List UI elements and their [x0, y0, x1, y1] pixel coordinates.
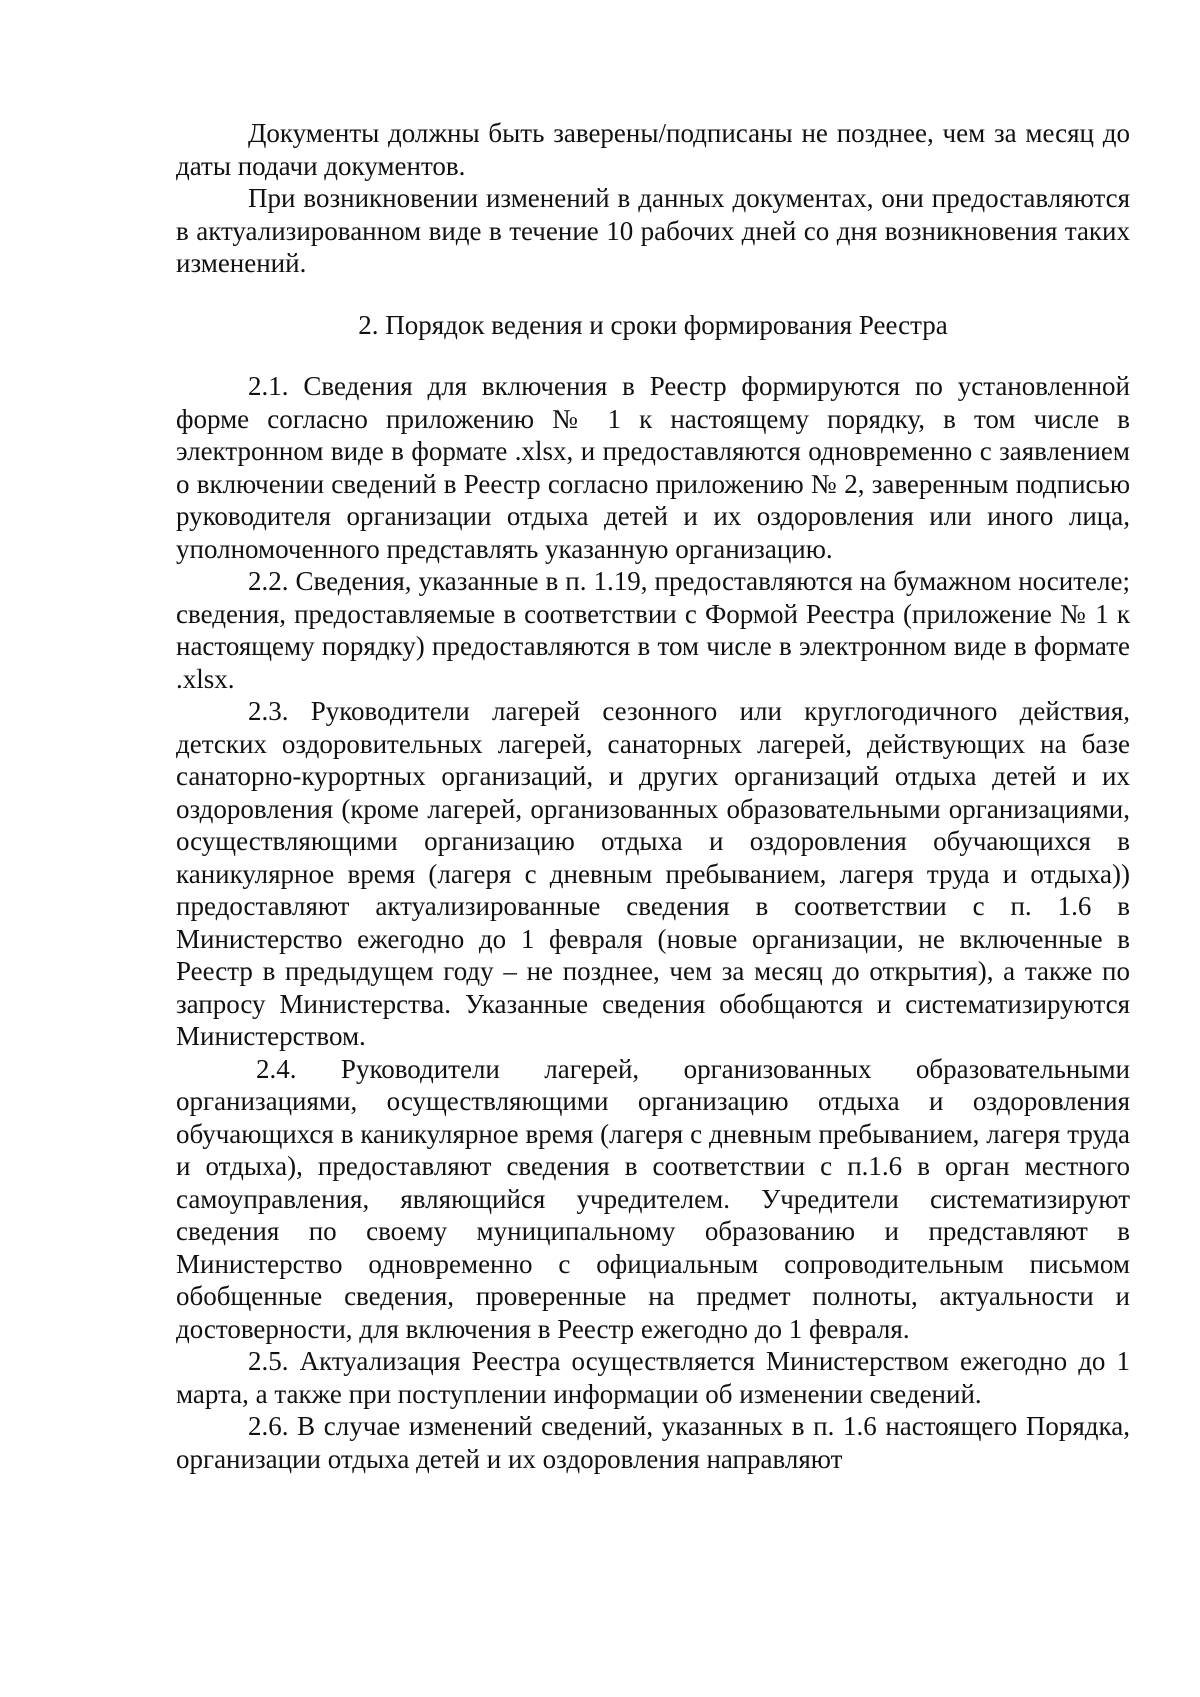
intro-paragraph-1: Документы должны быть заверены/подписаны не позднее, чем за месяц до даты подачи документов. — [176, 118, 1130, 181]
paragraph-2-5: 2.5. Актуализация Реестра осуществляется Министерством ежегодно до 1 марта, а также при поступлении информации об изменении сведений. — [176, 1346, 1130, 1409]
paragraph-2-3: 2.3. Руководители лагерей сезонного или круглогодичного действия, детских оздоровительных лагерей, санаторных лагерей, действующих на базе санаторно-курортных организаций, и других организаций отдыха детей и их оздоровления (кроме лагерей, организованных образовательными организациями, осуществляющими организацию отдыха и оздоровления обучающихся в каникулярное время (лагеря с дневным пребыванием, лагеря труда и отдыха)) предоставляют актуализированные сведения в соответствии с п. 1.6 в Министерство ежегодно до 1 февраля (новые организации, не включенные в Реестр в предыдущем году – не позднее, чем за месяц до открытия), а также по запросу Министерства. Указанные сведения обобщаются и систематизируются Министерством. — [176, 696, 1130, 1051]
paragraph-2-4: 2.4. Руководители лагерей, организованных образовательными организациями, осуществляющими организацию отдыха и оздоровления обучающихся в каникулярное время (лагеря с дневным пребыванием, лагеря труда и отдыха), предоставляют сведения в соответствии с п.1.6 в орган местного самоуправления, являющийся учредителем. Учредители систематизируют сведения по своему муниципальному образованию и представляют в Министерство одновременно с официальным сопроводительным письмом обобщенные сведения, проверенные на предмет полноты, актуальности и достоверности, для включения в Реестр ежегодно до 1 февраля. — [176, 1053, 1130, 1344]
paragraph-2-6: 2.6. В случае изменений сведений, указанных в п. 1.6 настоящего Порядка, организации отдыха детей и их оздоровления направляют — [176, 1411, 1130, 1474]
paragraph-2-1: 2.1. Сведения для включения в Реестр формируются по установленной форме согласно приложению № 1 к настоящему порядку, в том числе в электронном виде в формате .xlsx, и предоставляются одновременно с заявлением о включении сведений в Реестр согласно приложению № 2, заверенным подписью руководителя организации отдыха детей и их оздоровления или иного лица, уполномоченного представлять указанную организацию. — [176, 371, 1130, 564]
paragraph-2-2: 2.2. Сведения, указанные в п. 1.19, предоставляются на бумажном носителе; сведения, предоставляемые в соответствии с Формой Реестра (приложение № 1 к настоящему порядку) предоставляются в том числе в электронном виде в формате .xlsx. — [176, 566, 1130, 694]
section-heading: 2. Порядок ведения и сроки формирования Реестра — [358, 309, 948, 340]
document-body — [176, 117, 1130, 1475]
intro-paragraph-2: При возникновении изменений в данных документах, они предоставляются в актуализированном виде в течение 10 рабочих дней со дня возникновения таких изменений. — [176, 183, 1130, 278]
